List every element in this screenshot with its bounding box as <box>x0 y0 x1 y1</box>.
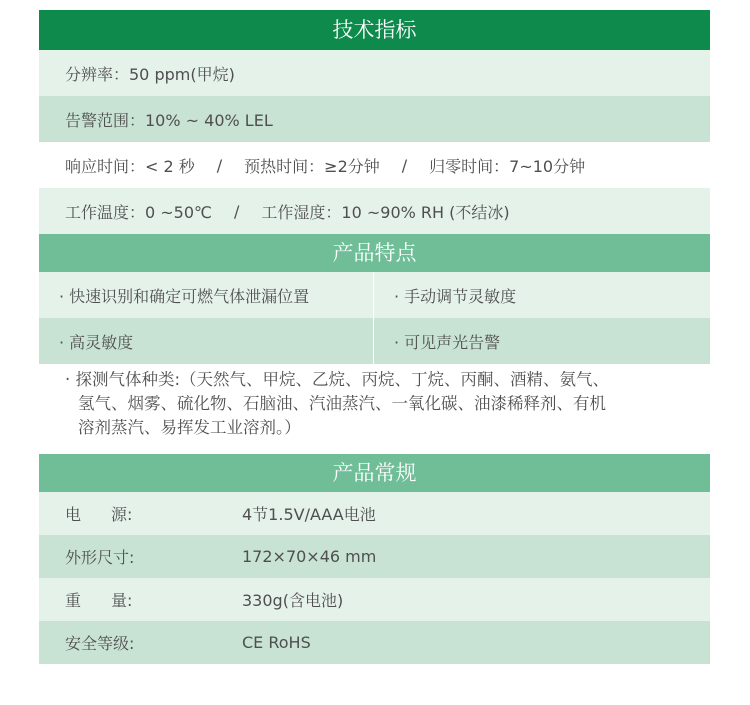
separator: / <box>216 155 223 175</box>
general-specs-header: 产品常规 <box>39 454 710 492</box>
zero-time-text: 归零时间：7~10分钟 <box>429 156 586 176</box>
power-label <box>39 502 242 525</box>
power-label-part2: 源: <box>111 505 133 524</box>
detectable-gases <box>39 364 710 454</box>
power-row <box>39 492 710 535</box>
features-header: 产品特点 <box>39 234 710 272</box>
weight-row <box>39 578 710 621</box>
size-value: 172×70×46 mm <box>242 547 377 566</box>
timing-row <box>39 142 710 188</box>
safety-row <box>39 621 710 664</box>
features-row-1 <box>39 272 710 318</box>
weight-label-part1: 重 <box>65 591 82 610</box>
power-value: 4节1.5V/AAA电池 <box>242 505 376 524</box>
response-time-text: 响应时间：< 2 秒 <box>65 156 195 176</box>
gas-list-line-1: · 探测气体种类:（天然气、甲烷、乙烷、丙烷、丁烷、丙酮、酒精、氨气、 <box>65 370 610 389</box>
weight-label-part2: 量: <box>111 591 133 610</box>
resolution-row <box>39 50 710 96</box>
power-label-part1: 电 <box>65 505 82 524</box>
separator: / <box>401 155 408 175</box>
environment-row <box>39 188 710 234</box>
feature-leak-location: · 快速识别和确定可燃气体泄漏位置 <box>39 272 374 318</box>
feature-manual-sensitivity: · 手动调节灵敏度 <box>394 286 517 306</box>
size-label: 外形尺寸: <box>65 548 135 567</box>
safety-value: CE RoHS <box>242 633 311 652</box>
weight-value: 330g(含电池) <box>242 591 344 610</box>
safety-label: 安全等级: <box>65 634 135 653</box>
size-row <box>39 535 710 578</box>
resolution-text: 分辨率：50 ppm(甲烷) <box>65 64 235 84</box>
features-row-2 <box>39 318 710 364</box>
tech-specs-header: 技术指标 <box>39 10 710 50</box>
preheat-time-text: 预热时间：≥2分钟 <box>244 156 380 176</box>
gas-list-line-2: 氢气、烟雾、硫化物、石脑油、汽油蒸汽、一氧化碳、油漆稀释剂、有机 <box>78 394 606 413</box>
work-temp-text: 工作温度：0 ~50℃ <box>65 202 213 222</box>
feature-audio-visual-alarm: · 可见声光告警 <box>394 332 501 352</box>
alarm-range-text: 告警范围：10% ~ 40% LEL <box>65 110 273 130</box>
separator: / <box>234 201 240 221</box>
weight-label <box>39 588 242 611</box>
feature-high-sensitivity: · 高灵敏度 <box>39 318 374 364</box>
work-humidity-text: 工作湿度：10 ~90% RH (不结冰) <box>261 202 510 222</box>
alarm-range-row <box>39 96 710 142</box>
gas-list-line-3: 溶剂蒸汽、易挥发工业溶剂。） <box>78 418 301 437</box>
spec-sheet <box>39 10 710 664</box>
